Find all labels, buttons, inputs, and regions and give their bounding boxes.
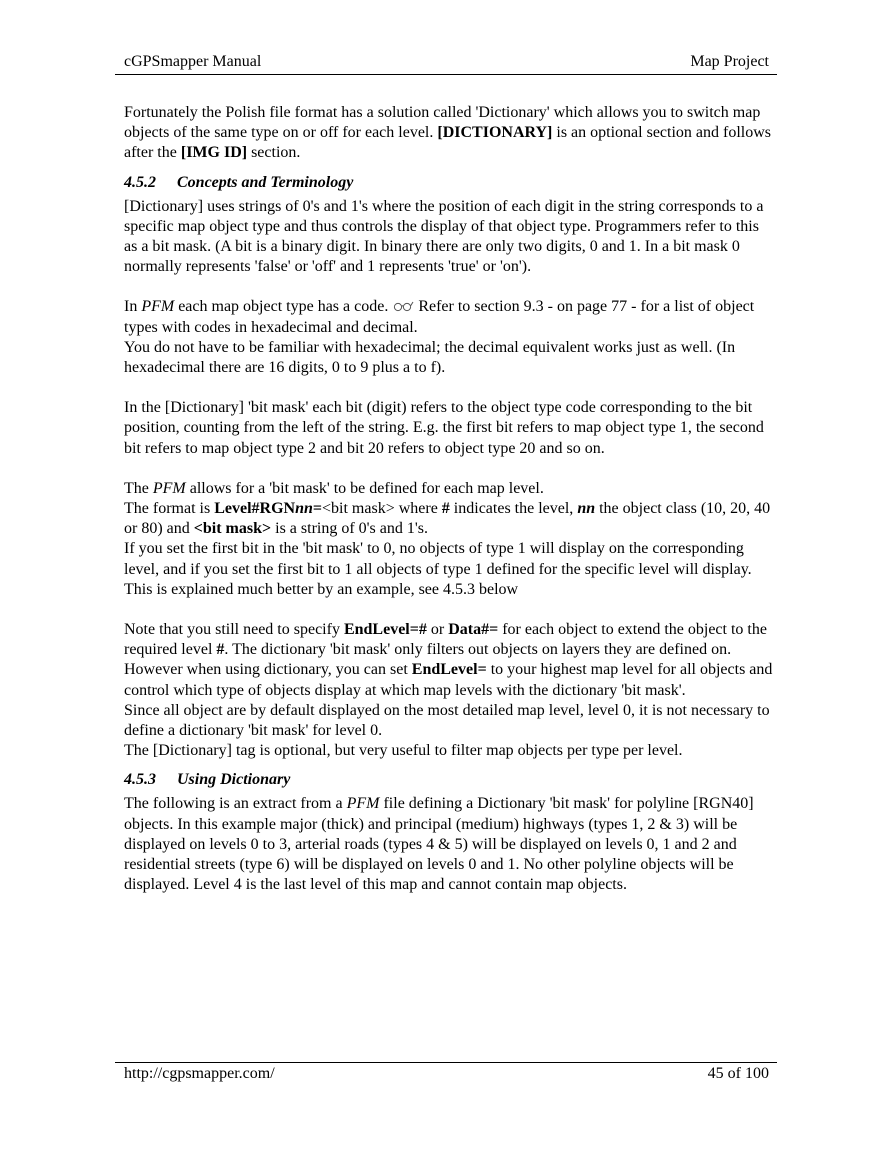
section-heading-4-5-3 <box>124 770 776 790</box>
text-run: Note that you still need to specify <box>124 621 344 639</box>
section-title: Concepts and Terminology <box>177 173 354 191</box>
data-keyword: Data#= <box>448 621 499 639</box>
level-keyword: # <box>216 641 225 659</box>
format-keyword: nn <box>577 500 596 518</box>
text-run: each map object type has a code. <box>174 298 393 316</box>
text-run: the object class (10, 20, 40 or 80) and <box>124 500 771 538</box>
text-run: to your highest map level for all objects and control which type of objects display at which map levels with the dictionary 'bit mask'. <box>124 661 773 699</box>
pfm-term: PFM <box>346 795 380 813</box>
text-run: If you set the first bit in the 'bit mask' to 0, no objects of type 1 will display on the corresponding level, and if you set the first bit to 1 all objects of type 1 defined for the specific level will display. This is explained much better by an example, see 4.5.3 below <box>124 540 752 598</box>
text-run: The [Dictionary] tag is optional, but very useful to filter map objects per type per level. <box>124 742 683 760</box>
endlevel-paragraph <box>124 620 776 761</box>
format-keyword: Level#RGN <box>214 500 296 518</box>
header-chapter-title: Map Project <box>690 53 769 70</box>
section-number: 4.5.3 <box>124 771 156 789</box>
img-id-keyword: [IMG ID] <box>180 144 248 162</box>
header-manual-title: cGPSmapper Manual <box>124 53 262 70</box>
endlevel-keyword: EndLevel=# <box>343 621 427 639</box>
text-run: file defining a Dictionary 'bit mask' for polyline [RGN40] objects. In this example major (thick) and principal (medium) highways (types 1, 2 & 3) will be displayed on levels 0 to 3, arterial roads (types 4 & 5) will be displayed on levels 0, 1 and 2 and residential streets (type 6) will be displayed on levels 0 and 1. No other polyline objects will be displayed. Level 4 is the last level of this map and cannot contain map objects. <box>124 795 754 894</box>
page-footer <box>115 1062 777 1087</box>
text-run: Fortunately the Polish file format has a solution called 'Dictionary' which allows you to switch map objects of the same type on or off for each level. <box>124 104 761 142</box>
reference-glasses-icon <box>392 298 414 310</box>
endlevel-keyword: EndLevel= <box>411 661 487 679</box>
format-keyword: = <box>312 500 322 518</box>
intro-paragraph <box>124 103 776 164</box>
text-run: <bit mask> where <box>322 500 442 518</box>
text-run: You do not have to be familiar with hexadecimal; the decimal equivalent works just as well. (In hexadecimal there are 16 digits, 0 to 9 plus a to f). <box>124 338 736 377</box>
page-number: 45 of 100 <box>707 1065 769 1082</box>
text-run: or <box>426 621 449 639</box>
text-run: The <box>124 479 153 497</box>
pfm-term: PFM <box>152 479 186 497</box>
text-run: Refer to section 9.3 - on page 77 - for a list of object types with codes in hexadecimal and decimal. <box>124 298 755 336</box>
page-header <box>115 52 777 75</box>
example-paragraph <box>124 794 776 895</box>
text-run: section. <box>247 144 301 162</box>
text-run: In <box>124 298 142 316</box>
pfm-term: PFM <box>141 298 175 316</box>
pfm-codes-paragraph <box>124 297 776 378</box>
text-run: The format is <box>124 500 215 518</box>
footer-url-link[interactable]: http://cgpsmapper.com/ <box>124 1065 275 1082</box>
text-run: for each object to extend the object to the required level <box>124 621 767 659</box>
text-run: Since all object are by default displayed on the most detailed map level, level 0, it is not necessary to define a dictionary 'bit mask' for level 0. <box>124 701 770 740</box>
text-run: . The dictionary 'bit mask' only filters out objects on layers they are defined on. However when using dictionary, you can set <box>124 641 732 679</box>
section-heading-4-5-2 <box>124 173 776 193</box>
text-run: indicates the level, <box>449 500 578 518</box>
text-run: is an optional section and follows after the <box>124 124 772 162</box>
format-keyword: nn <box>295 500 313 518</box>
bit-mask-paragraph: In the [Dictionary] 'bit mask' each bit (digit) refers to the object type code corresponding to the bit position, counting from the left of the string. E.g. the first bit refers to map object type 1, the second bit refers to map object type 2 and bit 20 refers to object type 20 and so on. <box>124 399 764 457</box>
page-content <box>124 103 776 896</box>
text-run: allows for a 'bit mask' to be defined for each map level. <box>185 479 544 497</box>
section-number: 4.5.2 <box>124 173 156 191</box>
format-keyword: <bit mask> <box>193 520 272 538</box>
text-run: The following is an extract from a <box>124 795 347 813</box>
dictionary-keyword: [DICTIONARY] <box>437 124 553 142</box>
format-paragraph <box>124 479 776 600</box>
format-keyword: # <box>441 500 450 518</box>
concepts-paragraph: [Dictionary] uses strings of 0's and 1's where the position of each digit in the string corresponds to a specific map object type and thus controls the display of that object type. Programmers refer to this as a bit mask. (A bit is a binary digit. In binary there are only two digits, 0 and 1. In a bit mask 0 normally represents 'false' or 'off' and 1 represents 'true' or 'on'). <box>124 197 764 276</box>
text-run: is a string of 0's and 1's. <box>271 520 428 538</box>
section-title: Using Dictionary <box>177 771 291 789</box>
